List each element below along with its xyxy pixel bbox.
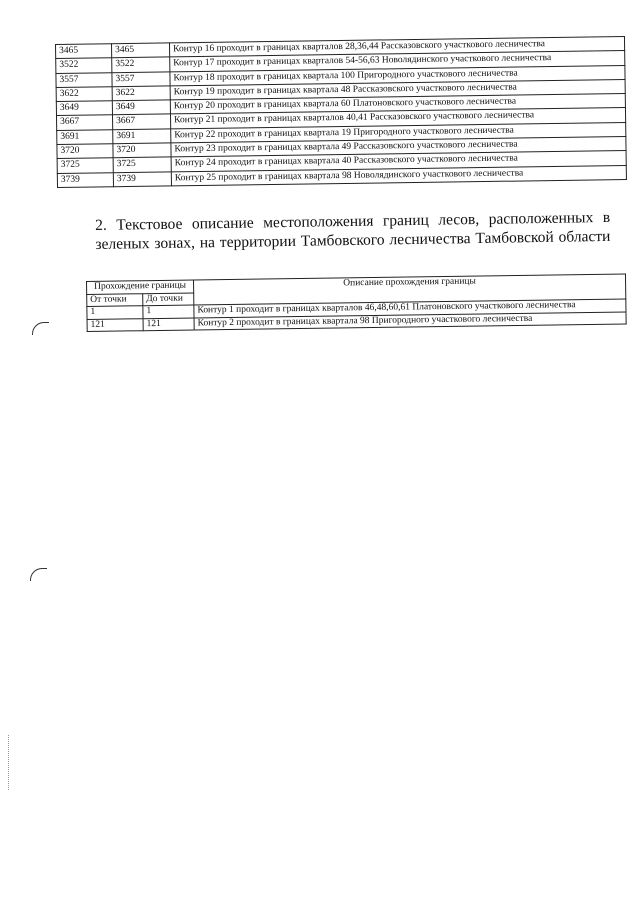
description-cell: Контур 18 проходит в границах квартала 100 Пригородного участкового лесничества <box>170 65 625 86</box>
description-cell: Контур 19 проходит в границах квартала 48 Рассказовского участкового лесничества <box>170 79 625 100</box>
description-cell: Контур 1 проходит в границах кварталов 46,48,60,61 Платоновского участкового лесничества <box>194 299 626 318</box>
hole-punch-mark <box>32 322 49 335</box>
from-point-cell: 3465 <box>56 44 112 59</box>
header-boundary-description: Описание прохождения границы <box>193 274 625 305</box>
boundary-table-continued <box>55 36 627 188</box>
from-point-cell: 3725 <box>57 158 113 173</box>
to-point-cell: 3649 <box>112 100 170 115</box>
header-to-point: До точки <box>143 292 194 305</box>
description-cell: Контур 22 проходит в границах квартала 19 Пригородного участкового лесничества <box>171 122 626 143</box>
section-2-heading-line-2: зеленых зонах, на территории Тамбовского лесничества Тамбовской области <box>95 227 611 253</box>
to-point-cell: 3691 <box>113 129 171 144</box>
green-zone-boundary-table <box>86 273 627 332</box>
description-cell: Контур 17 проходит в границах кварталов 54-56,63 Новолядинского участкового лесничества <box>170 51 625 72</box>
from-point-cell: 3649 <box>56 101 112 116</box>
from-point-cell: 3522 <box>56 58 112 73</box>
from-point-cell: 3691 <box>57 129 113 144</box>
to-point-cell: 3725 <box>113 157 171 172</box>
header-boundary-passage: Прохождение границы <box>87 280 194 294</box>
from-point-cell: 3557 <box>56 72 112 87</box>
section-2-heading-line-1: 2. Текстовое описание местоположения границ лесов, расположенных в <box>95 208 611 234</box>
hole-punch-mark <box>30 568 47 581</box>
scan-edge-line <box>8 735 9 790</box>
description-cell: Контур 21 проходит в границах кварталов 40,41 Рассказовского участкового лесничества <box>170 108 625 129</box>
description-cell: Контур 24 проходит в границах квартала 40 Рассказовского участкового лесничества <box>171 151 626 172</box>
section-2-heading <box>95 208 611 254</box>
to-point-cell: 3522 <box>112 57 170 72</box>
from-point-cell: 3739 <box>57 172 113 187</box>
description-cell: Контур 16 проходит в границах кварталов 28,36,44 Рассказовского участкового лесничества <box>169 37 624 58</box>
description-cell: Контур 25 проходит в границах квартала 98 Новолядинского участкового лесничества <box>171 165 626 186</box>
to-point-cell: 1 <box>143 305 194 318</box>
from-point-cell: 3720 <box>57 144 113 159</box>
to-point-cell: 3465 <box>112 43 170 58</box>
boundary-table-body <box>56 37 627 188</box>
description-cell: Контур 20 проходит в границах квартала 60 Платоновского участкового лесничества <box>170 94 625 115</box>
to-point-cell: 121 <box>143 317 194 330</box>
from-point-cell: 1 <box>87 306 143 319</box>
description-cell: Контур 23 проходит в границах квартала 49 Рассказовского участкового лесничества <box>171 137 626 158</box>
from-point-cell: 3622 <box>56 87 112 102</box>
to-point-cell: 3667 <box>112 114 170 129</box>
to-point-cell: 3739 <box>113 172 171 187</box>
to-point-cell: 3557 <box>112 71 170 86</box>
from-point-cell: 121 <box>87 318 143 331</box>
description-cell: Контур 2 проходит в границах квартала 98 Пригородного участкового лесничества <box>194 311 626 330</box>
to-point-cell: 3720 <box>113 143 171 158</box>
from-point-cell: 3667 <box>57 115 113 130</box>
header-from-point: От точки <box>87 293 143 306</box>
to-point-cell: 3622 <box>112 86 170 101</box>
